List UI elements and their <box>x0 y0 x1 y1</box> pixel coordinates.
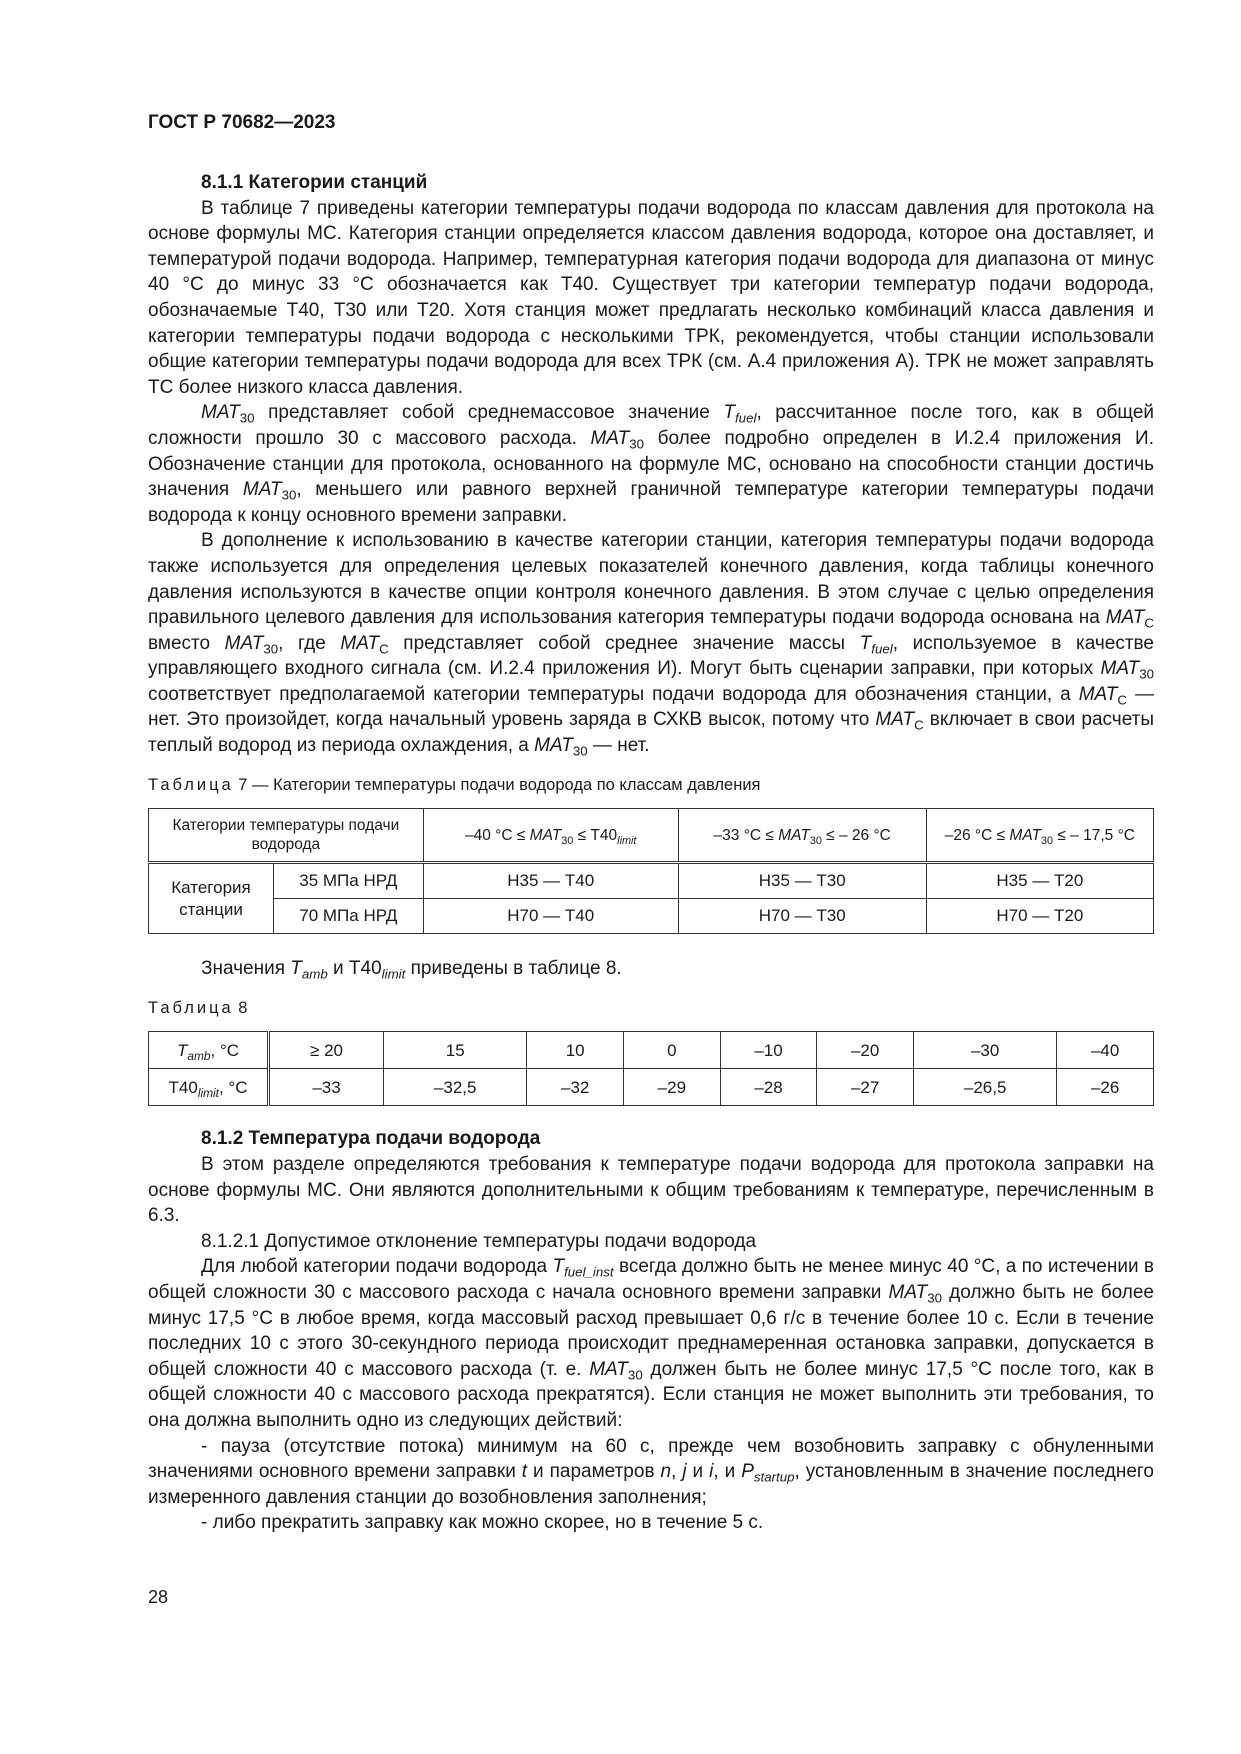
table8-cell: 10 <box>527 1032 624 1069</box>
table8-cell: –10 <box>720 1032 817 1069</box>
table8-row-label: $T_{amb}$, °С <box>149 1032 269 1069</box>
table8-cell: 0 <box>624 1032 721 1069</box>
table8-cell: –32 <box>527 1069 624 1106</box>
paragraph: $MAT_{30}$ представляет собой среднемассовое значение $T_{fuel}$, рассчитанное после того, как в общей сложности прошло 30 с массового расхода. $MAT_{30}$ более подробно определен в И.2.4 приложения И. Обозначение станции для протокола, основанного на формуле МС, основано на способности станции достичь значения $MAT_{30}$, меньшего или равного верхней граничной температуре категории температуры подачи водорода к концу основного времени заправки. <box>148 402 1155 526</box>
table7-cell: Н35 — Т30 <box>678 863 926 899</box>
table8-cell: 15 <box>384 1032 527 1069</box>
section-8-1-2-1-heading: 8.1.2.1 Допустимое отклонение температуры подачи водорода <box>201 1230 757 1252</box>
table7-row-label: 35 МПа НРД <box>274 863 424 899</box>
table7-row-group-label: Категория станции <box>149 863 274 934</box>
section-8-1-2-heading: 8.1.2 Температура подачи водорода <box>201 1128 541 1150</box>
table8-row-label: $Т40_{limit}$, °С <box>149 1069 269 1106</box>
table8-reference-note: Значения $T_{amb}$ и $Т40_{limit}$ приведены в таблице 8. <box>201 958 622 982</box>
list-item: - либо прекратить заправку как можно скорее, но в течение 5 с. <box>201 1512 764 1534</box>
table7-caption: Таблица 7 — Категории температуры подачи водорода по классам давления <box>148 775 761 794</box>
document-header: ГОСТ Р 70682—2023 <box>148 112 336 133</box>
page-number: 28 <box>148 1587 169 1607</box>
table8-caption: Таблица 8 <box>148 998 248 1017</box>
table8-cell: –29 <box>624 1069 721 1106</box>
document-body <box>148 170 1154 1536</box>
paragraph: В дополнение к использованию в качестве категории станции, категория температуры подачи водорода также используется для определения целевых показателей конечного давления, когда таблицы конечного давления используются в качестве опции контроля конечного давления. В этом случае с целью определения правильного целевого давления для использования категория температуры подачи водорода основана на $MAT_C$ вместо $MAT_{30}$, где $MAT_C$ представляет собой среднее значение массы $T_{fuel}$, используемое в качестве управляющего входного сигнала (см. И.2.4 приложения И). Могут быть сценарии заправки, при которых $MAT_{30}$ соответствует предполагаемой категории температуры подачи водорода для обозначения станции, а $MAT_C$ — нет. Это произойдет, когда начальный уровень заряда в СХКВ высок, потому что $MAT_C$ включает в свои расчеты теплый водород из периода охлаждения, а $MAT_{30}$ — нет. <box>148 530 1155 759</box>
table8-cell: –32,5 <box>384 1069 527 1106</box>
table8-cell: –40 <box>1057 1032 1154 1069</box>
table8-cell: –20 <box>817 1032 914 1069</box>
paragraph: В таблице 7 приведены категории температуры подачи водорода по классам давления для протокола на основе формулы МС. Категория станции определяется классом давления водорода, которое она доставляет, и температурой подачи водорода. Например, температурная категория подачи водорода для диапазона от минус 40 °С до минус 33 °С обозначается как Т40. Существует три категории температур подачи водорода, обозначаемые Т40, Т30 или Т20. Хотя станция может предлагать несколько комбинаций класса давления и категории температуры подачи водорода с несколькими ТРК, рекомендуется, чтобы станции использовали общие категории температуры подачи водорода для всех ТРК (см. А.4 приложения А). ТРК не может заправлять ТС более низкого класса давления. <box>148 197 1154 398</box>
table8-cell: –26,5 <box>913 1069 1056 1106</box>
section-8-1-1-heading: 8.1.1 Категории станций <box>201 172 428 193</box>
list-item: - пауза (отсутствие потока) минимум на 60 с, прежде чем возобновить заправку с обнуленными значениями основного времени заправки t и параметров n, j и i, и $P_{startup}$, установленным в значение последнего измеренного давления станции до возобновления заполнения; <box>148 1435 1154 1508</box>
table7-header-label: Категории температуры подачи водорода <box>149 809 424 863</box>
table7-col-header: –26 $^\circ С \le MAT_{30}$ ≤ – 17,5 °С <box>926 809 1153 863</box>
table8-cell: ≥ 20 <box>269 1032 384 1069</box>
table7-row-label: 70 МПа НРД <box>274 899 424 934</box>
table7-cell: Н35 — Т40 <box>423 863 678 899</box>
table8-cell: –30 <box>913 1032 1056 1069</box>
table-8 <box>148 1031 1154 1106</box>
table7-cell: Н35 — Т20 <box>926 863 1153 899</box>
table8-cell: –28 <box>720 1069 817 1106</box>
table7-col-header: –33 $^\circ С \le MAT_{30}$ ≤ – 26 °С <box>678 809 926 863</box>
table-7 <box>148 808 1154 934</box>
table7-cell: Н70 — Т20 <box>926 899 1153 934</box>
paragraph: Для любой категории подачи водорода $T_{fuel\_inst}$ всегда должно быть не менее минус 40 °С, а по истечении в общей сложности 30 с массового расхода с начала основного времени заправки $MAT_{30}$ должно быть не более минус 17,5 °С в любое время, когда массовый расход превышает 0,6 г/с в течение более 10 с. Если в течение последних 10 с этого 30-секундного периода происходит преднамеренная остановка заправки, допускается в общей сложности 40 с массового расхода (т. е. $MAT_{30}$ должен быть не более минус 17,5 °С после того, как в общей сложности 40 с массового расхода прекратятся). Если станция не может выполнить эти требования, то она должна выполнить одно из следующих действий: <box>148 1256 1155 1431</box>
table8-cell: –33 <box>269 1069 384 1106</box>
table7-cell: Н70 — Т30 <box>678 899 926 934</box>
table8-cell: –26 <box>1057 1069 1154 1106</box>
table8-cell: –27 <box>817 1069 914 1106</box>
table7-cell: Н70 — Т40 <box>423 899 678 934</box>
paragraph: В этом разделе определяются требования к температуре подачи водорода для протокола заправки на основе формулы МС. Они являются дополнительными к общим требованиям к температуре, перечисленным в 6.3. <box>148 1154 1154 1227</box>
table7-col-header: –40 $^\circ С \le MAT_{30} \le Т40_{limit}$ <box>423 809 678 863</box>
